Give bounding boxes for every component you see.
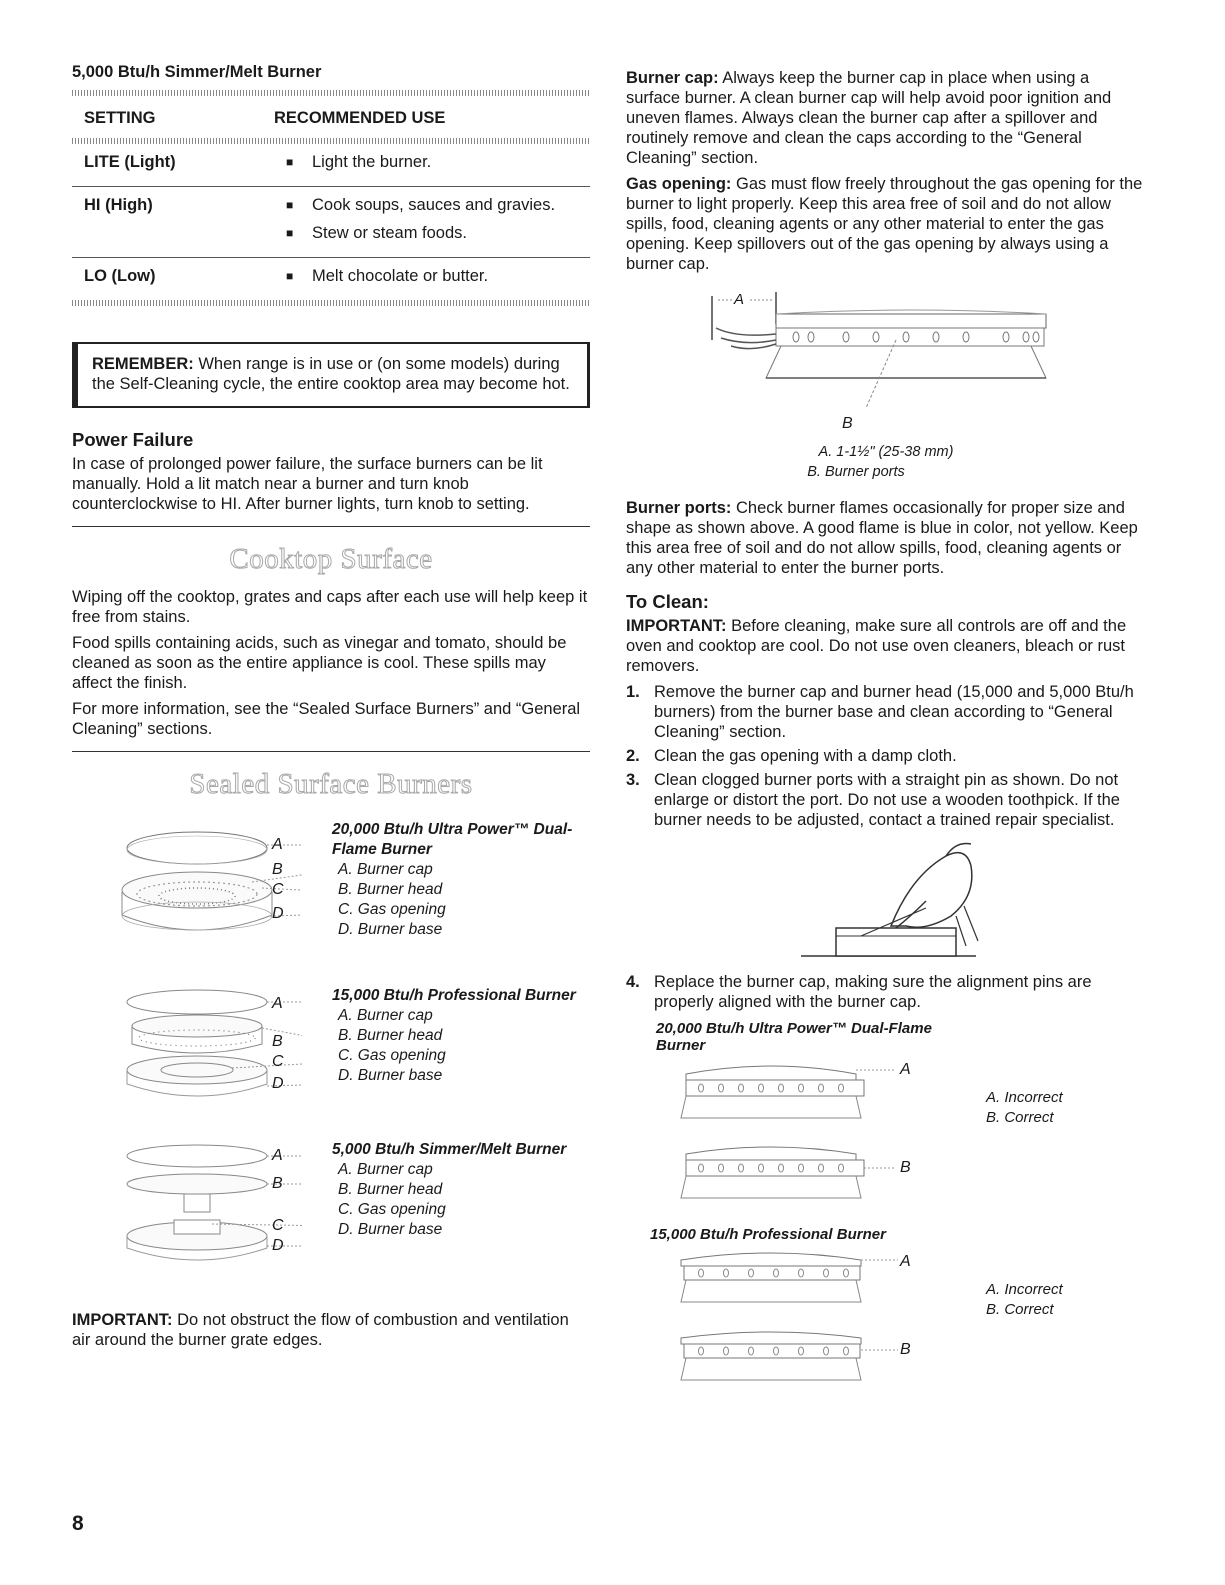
burner-legend	[332, 820, 592, 940]
step-number: 4.	[626, 973, 640, 991]
flame-caption-a: A. 1-1½" (25-38 mm)	[818, 444, 954, 460]
table-title: 5,000 Btu/h Simmer/Melt Burner	[72, 63, 322, 81]
part-label: A. Burner cap	[338, 861, 433, 878]
right-column	[626, 68, 1146, 1396]
setting-cell: LITE (Light)	[84, 153, 176, 171]
important-text: Do not obstruct the flow of combustion and ventilation air around the burner grate edges.	[72, 1311, 569, 1349]
part-label: D. Burner base	[338, 1221, 443, 1238]
part-label: A. Burner cap	[338, 1161, 433, 1178]
burner-cap-text: Always keep the burner cap in place when using a surface burner. A clean burner cap will help avoid poor ignition and uneven flames. Always clean the burner cap after a spillover and routinely remove and clean the caps according to the “General Cleaning” section.	[626, 69, 1112, 167]
alignment-label-b: B	[900, 1159, 911, 1176]
gas-opening-label: Gas opening:	[626, 175, 732, 193]
flame-illustration	[626, 288, 1146, 428]
part-letter: A	[272, 1147, 283, 1164]
power-failure-text: In case of prolonged power failure, the surface burners can be lit manually. Hold a lit match near a burner and turn knob counterclockwise to HI. After burner lights, turn knob to setting.	[72, 455, 543, 513]
step-number: 1.	[626, 683, 640, 701]
table-row	[72, 187, 590, 258]
burner-ports-paragraph	[626, 498, 1146, 578]
part-letter: D	[272, 1075, 284, 1092]
bullet-icon: ■	[286, 269, 294, 283]
legend-correct: B. Correct	[986, 1109, 1054, 1126]
part-letter: B	[272, 861, 283, 878]
important-label: IMPORTANT:	[626, 617, 727, 635]
part-label: C. Gas opening	[338, 1201, 446, 1218]
flame-figure	[626, 288, 1146, 498]
table-row	[72, 144, 590, 187]
alignment-dual-flame	[626, 1020, 1146, 1220]
part-label: C. Gas opening	[338, 901, 446, 918]
burner-cap-paragraph	[626, 68, 1146, 168]
step-number: 3.	[626, 771, 640, 789]
power-failure-heading: Power Failure	[72, 429, 194, 450]
table-row	[72, 258, 590, 301]
alignment-professional	[626, 1226, 1146, 1396]
legend-correct: B. Correct	[986, 1301, 1054, 1318]
bullet-icon: ■	[286, 155, 294, 169]
legend-incorrect: A. Incorrect	[986, 1089, 1063, 1106]
burner-diagram-simmer	[72, 1140, 590, 1300]
part-letter: C	[272, 881, 284, 898]
burner-cap-label: Burner cap:	[626, 69, 719, 87]
table-bottom-rule	[72, 300, 590, 306]
remember-label: REMEMBER:	[92, 355, 194, 373]
part-label: D. Burner base	[338, 921, 443, 938]
burner-name: 15,000 Btu/h Professional Burner	[332, 987, 576, 1004]
setting-cell: LO (Low)	[72, 258, 274, 301]
step-text: Clean clogged burner ports with a straight pin as shown. Do not enlarge or distort the port. Do not use a wooden toothpick. If the burner needs to be adjusted, contact a trained repair specialist.	[654, 771, 1120, 829]
important-text: Before cleaning, make sure all controls are off and the oven and cooktop are cool. Do not use oven cleaners, bleach or rust removers.	[626, 617, 1127, 675]
setting-cell: HI (High)	[72, 187, 274, 258]
col-header-setting: SETTING	[84, 109, 156, 127]
alignment-label-b: B	[900, 1341, 911, 1358]
burner-ports-label: Burner ports:	[626, 499, 732, 517]
cleaning-steps	[626, 682, 1146, 830]
burner-legend	[332, 986, 592, 1086]
list-item	[626, 770, 1146, 830]
part-letter: B	[272, 1033, 283, 1050]
gas-opening-paragraph	[626, 174, 1146, 274]
alignment-title: 15,000 Btu/h Professional Burner	[650, 1226, 886, 1243]
alignment-label-a: A	[900, 1253, 911, 1270]
alignment-label-a: A	[900, 1061, 911, 1078]
step-text: Replace the burner cap, making sure the alignment pins are properly aligned with the burner cap.	[654, 973, 1092, 1011]
step-number: 2.	[626, 747, 640, 765]
burner-diagram-professional	[72, 986, 590, 1146]
gas-opening-text: Gas must flow freely throughout the gas opening for the burner to light properly. Keep this area free of soil and do not allow spills, food, cleaning agents or any other material to enter the gas opening. Keep spillovers out of the gas opening by always using a burner cap.	[626, 175, 1143, 273]
burner-diagram-dual-flame	[72, 820, 590, 980]
to-clean-important	[626, 616, 1146, 676]
part-letter: C	[272, 1217, 284, 1234]
list-item	[626, 682, 1146, 742]
part-letter: A	[272, 995, 283, 1012]
cleaning-steps-cont	[626, 972, 1146, 1012]
use-text: Light the burner.	[312, 153, 432, 171]
bullet-icon: ■	[286, 226, 294, 240]
legend-incorrect: A. Incorrect	[986, 1281, 1063, 1298]
left-column	[72, 62, 590, 1356]
to-clean-heading: To Clean:	[626, 591, 709, 612]
part-letter: D	[272, 905, 284, 922]
part-letter: A	[272, 836, 283, 853]
part-label: D. Burner base	[338, 1067, 443, 1084]
burner-name: 20,000 Btu/h Ultra Power™ Dual-Flame Burner	[332, 821, 573, 858]
flame-label-a: A	[734, 291, 745, 308]
bullet-icon: ■	[286, 198, 294, 212]
part-label: B. Burner head	[338, 881, 443, 898]
col-header-use: RECOMMENDED USE	[274, 109, 446, 127]
part-label: B. Burner head	[338, 1181, 443, 1198]
section-divider	[72, 526, 590, 527]
use-text: Cook soups, sauces and gravies.	[312, 196, 556, 214]
step-text: Remove the burner cap and burner head (15,000 and 5,000 Btu/h burners) from the burner base and clean according to “General Cleaning” section.	[654, 683, 1134, 741]
remember-text: When range is in use or (on some models) during the Self-Cleaning cycle, the entire cooktop area may become hot.	[92, 355, 570, 393]
cooktop-paragraph: Food spills containing acids, such as vinegar and tomato, should be cleaned as soon as the entire appliance is cool. These spills may affect the finish.	[72, 634, 567, 692]
burner-name: 5,000 Btu/h Simmer/Melt Burner	[332, 1141, 567, 1158]
step-text: Clean the gas opening with a damp cloth.	[654, 747, 957, 765]
alignment-title: 20,000 Btu/h Ultra Power™ Dual-Flame Burner	[656, 1020, 932, 1054]
part-label: B. Burner head	[338, 1027, 443, 1044]
pin-cleaning-illustration	[626, 836, 1146, 966]
list-item	[626, 972, 1146, 1012]
important-label: IMPORTANT:	[72, 1311, 173, 1329]
remember-box	[72, 342, 590, 408]
flame-caption-b: B. Burner ports	[807, 464, 905, 480]
settings-table	[72, 96, 590, 300]
section-divider	[72, 751, 590, 752]
part-letter: D	[272, 1237, 284, 1254]
alignment-illustration	[676, 1250, 936, 1400]
part-letter: B	[272, 1175, 283, 1192]
alignment-illustration	[676, 1060, 936, 1220]
burner-ports-text: Check burner flames occasionally for proper size and shape as shown above. A good flame is blue in color, not yellow. Keep this area free of soil and do not allow spills, food, cleaning agents or any other material to enter the burner ports.	[626, 499, 1138, 577]
important-note	[72, 1310, 590, 1350]
part-label: C. Gas opening	[338, 1047, 446, 1064]
burner-legend	[332, 1140, 592, 1240]
part-letter: C	[272, 1053, 284, 1070]
page-number: 8	[72, 1512, 84, 1535]
list-item	[626, 746, 1146, 766]
use-text: Melt chocolate or butter.	[312, 267, 489, 285]
flame-label-b: B	[842, 415, 853, 432]
part-label: A. Burner cap	[338, 1007, 433, 1024]
cooktop-paragraph: Wiping off the cooktop, grates and caps after each use will help keep it free from stains.	[72, 588, 588, 626]
use-text: Stew or steam foods.	[312, 224, 467, 242]
cooktop-paragraph: For more information, see the “Sealed Surface Burners” and “General Cleaning” sections.	[72, 700, 581, 738]
cooktop-surface-title: Cooktop Surface	[229, 543, 433, 575]
sealed-burners-title: Sealed Surface Burners	[189, 768, 473, 800]
